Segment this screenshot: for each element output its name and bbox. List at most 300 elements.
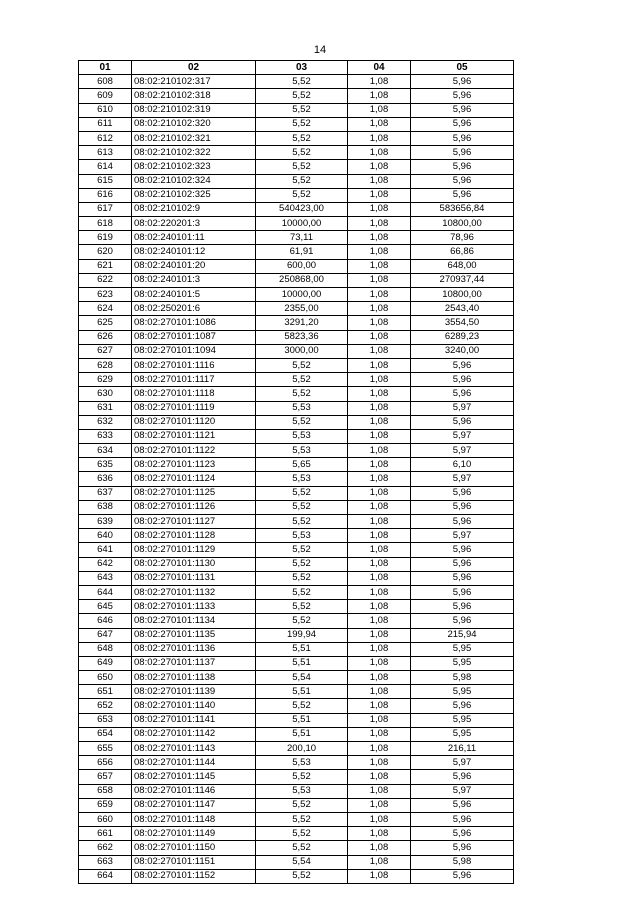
table-row bbox=[79, 855, 514, 869]
table-row bbox=[79, 444, 514, 458]
row-number-cell: 635 bbox=[79, 458, 132, 472]
value-03-cell: 5,53 bbox=[256, 429, 348, 443]
table-row bbox=[79, 415, 514, 429]
value-05-cell: 5,96 bbox=[411, 585, 514, 599]
cadastral-number-cell: 08:02:270101:1134 bbox=[132, 614, 256, 628]
value-03-cell: 5,52 bbox=[256, 415, 348, 429]
table-row bbox=[79, 699, 514, 713]
cadastral-number-cell: 08:02:270101:1123 bbox=[132, 458, 256, 472]
value-05-cell: 5,96 bbox=[411, 557, 514, 571]
value-05-cell: 5,95 bbox=[411, 685, 514, 699]
coefficient-cell: 1,08 bbox=[348, 344, 411, 358]
value-05-cell: 5,96 bbox=[411, 75, 514, 89]
cadastral-number-cell: 08:02:270101:1125 bbox=[132, 486, 256, 500]
cadastral-number-cell: 08:02:270101:1118 bbox=[132, 387, 256, 401]
cadastral-number-cell: 08:02:270101:1130 bbox=[132, 557, 256, 571]
value-05-cell: 5,96 bbox=[411, 146, 514, 160]
value-05-cell: 583656,84 bbox=[411, 202, 514, 216]
value-05-cell: 270937,44 bbox=[411, 273, 514, 287]
value-03-cell: 5,52 bbox=[256, 131, 348, 145]
cadastral-number-cell: 08:02:270101:1144 bbox=[132, 756, 256, 770]
value-03-cell: 5,52 bbox=[256, 614, 348, 628]
value-05-cell: 6289,23 bbox=[411, 330, 514, 344]
value-03-cell: 10000,00 bbox=[256, 288, 348, 302]
table-row bbox=[79, 174, 514, 188]
table-row bbox=[79, 869, 514, 883]
table-row bbox=[79, 600, 514, 614]
value-05-cell: 5,96 bbox=[411, 415, 514, 429]
value-05-cell: 10800,00 bbox=[411, 288, 514, 302]
row-number-cell: 632 bbox=[79, 415, 132, 429]
value-03-cell: 5,53 bbox=[256, 756, 348, 770]
coefficient-cell: 1,08 bbox=[348, 742, 411, 756]
value-03-cell: 5,52 bbox=[256, 798, 348, 812]
coefficient-cell: 1,08 bbox=[348, 160, 411, 174]
coefficient-cell: 1,08 bbox=[348, 827, 411, 841]
coefficient-cell: 1,08 bbox=[348, 557, 411, 571]
table-row bbox=[79, 529, 514, 543]
value-05-cell: 5,97 bbox=[411, 756, 514, 770]
coefficient-cell: 1,08 bbox=[348, 259, 411, 273]
coefficient-cell: 1,08 bbox=[348, 500, 411, 514]
value-03-cell: 540423,00 bbox=[256, 202, 348, 216]
value-05-cell: 5,97 bbox=[411, 529, 514, 543]
column-header-02: 02 bbox=[132, 61, 256, 75]
value-03-cell: 3000,00 bbox=[256, 344, 348, 358]
row-number-cell: 631 bbox=[79, 401, 132, 415]
value-05-cell: 5,96 bbox=[411, 358, 514, 372]
coefficient-cell: 1,08 bbox=[348, 373, 411, 387]
value-03-cell: 5,52 bbox=[256, 188, 348, 202]
table-row bbox=[79, 89, 514, 103]
value-05-cell: 5,96 bbox=[411, 841, 514, 855]
value-05-cell: 5,96 bbox=[411, 188, 514, 202]
coefficient-cell: 1,08 bbox=[348, 245, 411, 259]
cadastral-number-cell: 08:02:270101:1140 bbox=[132, 699, 256, 713]
row-number-cell: 645 bbox=[79, 600, 132, 614]
value-05-cell: 5,96 bbox=[411, 600, 514, 614]
value-03-cell: 250868,00 bbox=[256, 273, 348, 287]
row-number-cell: 636 bbox=[79, 472, 132, 486]
column-header-05: 05 bbox=[411, 61, 514, 75]
coefficient-cell: 1,08 bbox=[348, 146, 411, 160]
row-number-cell: 615 bbox=[79, 174, 132, 188]
row-number-cell: 627 bbox=[79, 344, 132, 358]
value-03-cell: 10000,00 bbox=[256, 217, 348, 231]
table-row bbox=[79, 188, 514, 202]
table-row bbox=[79, 330, 514, 344]
table-row bbox=[79, 756, 514, 770]
table-row bbox=[79, 458, 514, 472]
table-body bbox=[79, 75, 514, 884]
coefficient-cell: 1,08 bbox=[348, 671, 411, 685]
row-number-cell: 642 bbox=[79, 557, 132, 571]
value-03-cell: 5,52 bbox=[256, 500, 348, 514]
table-row bbox=[79, 628, 514, 642]
value-03-cell: 5,51 bbox=[256, 656, 348, 670]
value-05-cell: 5,96 bbox=[411, 827, 514, 841]
value-05-cell: 5,98 bbox=[411, 671, 514, 685]
table-row bbox=[79, 671, 514, 685]
value-03-cell: 5,53 bbox=[256, 401, 348, 415]
cadastral-number-cell: 08:02:270101:1127 bbox=[132, 515, 256, 529]
value-05-cell: 5,98 bbox=[411, 855, 514, 869]
value-03-cell: 5,52 bbox=[256, 486, 348, 500]
value-03-cell: 5,52 bbox=[256, 600, 348, 614]
value-05-cell: 5,96 bbox=[411, 387, 514, 401]
row-number-cell: 609 bbox=[79, 89, 132, 103]
coefficient-cell: 1,08 bbox=[348, 585, 411, 599]
value-03-cell: 5,52 bbox=[256, 89, 348, 103]
table-row bbox=[79, 373, 514, 387]
table-row bbox=[79, 685, 514, 699]
table-row bbox=[79, 160, 514, 174]
row-number-cell: 656 bbox=[79, 756, 132, 770]
value-03-cell: 5,54 bbox=[256, 671, 348, 685]
coefficient-cell: 1,08 bbox=[348, 444, 411, 458]
table-row bbox=[79, 202, 514, 216]
table-row bbox=[79, 571, 514, 585]
value-03-cell: 5,53 bbox=[256, 529, 348, 543]
table-row bbox=[79, 656, 514, 670]
cadastral-number-cell: 08:02:270101:1124 bbox=[132, 472, 256, 486]
table-row bbox=[79, 784, 514, 798]
row-number-cell: 658 bbox=[79, 784, 132, 798]
value-03-cell: 5,53 bbox=[256, 472, 348, 486]
value-03-cell: 5,52 bbox=[256, 75, 348, 89]
row-number-cell: 643 bbox=[79, 571, 132, 585]
value-03-cell: 5,51 bbox=[256, 642, 348, 656]
coefficient-cell: 1,08 bbox=[348, 103, 411, 117]
row-number-cell: 647 bbox=[79, 628, 132, 642]
value-03-cell: 5,52 bbox=[256, 358, 348, 372]
value-05-cell: 3554,50 bbox=[411, 316, 514, 330]
row-number-cell: 622 bbox=[79, 273, 132, 287]
coefficient-cell: 1,08 bbox=[348, 543, 411, 557]
coefficient-cell: 1,08 bbox=[348, 756, 411, 770]
coefficient-cell: 1,08 bbox=[348, 656, 411, 670]
table-row bbox=[79, 713, 514, 727]
row-number-cell: 655 bbox=[79, 742, 132, 756]
cadastral-number-cell: 08:02:270101:1120 bbox=[132, 415, 256, 429]
row-number-cell: 612 bbox=[79, 131, 132, 145]
table-row bbox=[79, 288, 514, 302]
table-row bbox=[79, 827, 514, 841]
table-row bbox=[79, 316, 514, 330]
coefficient-cell: 1,08 bbox=[348, 89, 411, 103]
value-05-cell: 5,96 bbox=[411, 770, 514, 784]
value-05-cell: 3240,00 bbox=[411, 344, 514, 358]
value-05-cell: 78,96 bbox=[411, 231, 514, 245]
cadastral-number-cell: 08:02:240101:12 bbox=[132, 245, 256, 259]
cadastral-number-cell: 08:02:270101:1138 bbox=[132, 671, 256, 685]
value-03-cell: 5,51 bbox=[256, 727, 348, 741]
cadastral-number-cell: 08:02:210102:319 bbox=[132, 103, 256, 117]
table-row bbox=[79, 344, 514, 358]
row-number-cell: 652 bbox=[79, 699, 132, 713]
table-row bbox=[79, 217, 514, 231]
row-number-cell: 613 bbox=[79, 146, 132, 160]
value-05-cell: 5,96 bbox=[411, 699, 514, 713]
table-row bbox=[79, 486, 514, 500]
table-row bbox=[79, 146, 514, 160]
cadastral-number-cell: 08:02:270101:1128 bbox=[132, 529, 256, 543]
coefficient-cell: 1,08 bbox=[348, 330, 411, 344]
row-number-cell: 644 bbox=[79, 585, 132, 599]
cadastral-number-cell: 08:02:270101:1151 bbox=[132, 855, 256, 869]
value-05-cell: 66,86 bbox=[411, 245, 514, 259]
row-number-cell: 662 bbox=[79, 841, 132, 855]
value-03-cell: 5823,36 bbox=[256, 330, 348, 344]
value-03-cell: 5,53 bbox=[256, 444, 348, 458]
cadastral-number-cell: 08:02:270101:1087 bbox=[132, 330, 256, 344]
row-number-cell: 633 bbox=[79, 429, 132, 443]
coefficient-cell: 1,08 bbox=[348, 869, 411, 883]
cadastral-number-cell: 08:02:210102:323 bbox=[132, 160, 256, 174]
cadastral-number-cell: 08:02:270101:1094 bbox=[132, 344, 256, 358]
table-row bbox=[79, 812, 514, 826]
table-row bbox=[79, 742, 514, 756]
value-03-cell: 5,54 bbox=[256, 855, 348, 869]
coefficient-cell: 1,08 bbox=[348, 472, 411, 486]
table-row bbox=[79, 245, 514, 259]
coefficient-cell: 1,08 bbox=[348, 358, 411, 372]
value-05-cell: 5,95 bbox=[411, 713, 514, 727]
value-03-cell: 5,51 bbox=[256, 685, 348, 699]
row-number-cell: 610 bbox=[79, 103, 132, 117]
value-05-cell: 5,96 bbox=[411, 486, 514, 500]
value-05-cell: 648,00 bbox=[411, 259, 514, 273]
table-row bbox=[79, 302, 514, 316]
value-03-cell: 5,52 bbox=[256, 515, 348, 529]
row-number-cell: 625 bbox=[79, 316, 132, 330]
coefficient-cell: 1,08 bbox=[348, 770, 411, 784]
row-number-cell: 639 bbox=[79, 515, 132, 529]
coefficient-cell: 1,08 bbox=[348, 387, 411, 401]
coefficient-cell: 1,08 bbox=[348, 841, 411, 855]
row-number-cell: 664 bbox=[79, 869, 132, 883]
value-03-cell: 5,52 bbox=[256, 827, 348, 841]
value-05-cell: 5,95 bbox=[411, 727, 514, 741]
value-05-cell: 5,97 bbox=[411, 429, 514, 443]
row-number-cell: 663 bbox=[79, 855, 132, 869]
value-05-cell: 5,96 bbox=[411, 131, 514, 145]
table-row bbox=[79, 259, 514, 273]
coefficient-cell: 1,08 bbox=[348, 429, 411, 443]
value-05-cell: 5,96 bbox=[411, 515, 514, 529]
row-number-cell: 623 bbox=[79, 288, 132, 302]
cadastral-number-cell: 08:02:270101:1131 bbox=[132, 571, 256, 585]
coefficient-cell: 1,08 bbox=[348, 642, 411, 656]
column-header-03: 03 bbox=[256, 61, 348, 75]
cadastral-number-cell: 08:02:270101:1132 bbox=[132, 585, 256, 599]
table-row bbox=[79, 131, 514, 145]
coefficient-cell: 1,08 bbox=[348, 131, 411, 145]
value-03-cell: 5,65 bbox=[256, 458, 348, 472]
cadastral-number-cell: 08:02:270101:1143 bbox=[132, 742, 256, 756]
row-number-cell: 616 bbox=[79, 188, 132, 202]
coefficient-cell: 1,08 bbox=[348, 529, 411, 543]
row-number-cell: 620 bbox=[79, 245, 132, 259]
value-05-cell: 5,96 bbox=[411, 812, 514, 826]
value-03-cell: 5,52 bbox=[256, 557, 348, 571]
value-03-cell: 5,52 bbox=[256, 146, 348, 160]
row-number-cell: 650 bbox=[79, 671, 132, 685]
coefficient-cell: 1,08 bbox=[348, 458, 411, 472]
table-row bbox=[79, 798, 514, 812]
coefficient-cell: 1,08 bbox=[348, 202, 411, 216]
coefficient-cell: 1,08 bbox=[348, 571, 411, 585]
value-03-cell: 5,52 bbox=[256, 869, 348, 883]
coefficient-cell: 1,08 bbox=[348, 855, 411, 869]
coefficient-cell: 1,08 bbox=[348, 727, 411, 741]
cadastral-number-cell: 08:02:270101:1119 bbox=[132, 401, 256, 415]
table-row bbox=[79, 515, 514, 529]
table-row bbox=[79, 358, 514, 372]
value-05-cell: 10800,00 bbox=[411, 217, 514, 231]
cadastral-number-cell: 08:02:210102:322 bbox=[132, 146, 256, 160]
value-05-cell: 5,96 bbox=[411, 614, 514, 628]
table-row bbox=[79, 770, 514, 784]
cadastral-number-cell: 08:02:210102:9 bbox=[132, 202, 256, 216]
row-number-cell: 649 bbox=[79, 656, 132, 670]
value-05-cell: 5,96 bbox=[411, 160, 514, 174]
value-03-cell: 5,51 bbox=[256, 713, 348, 727]
table-row bbox=[79, 500, 514, 514]
coefficient-cell: 1,08 bbox=[348, 784, 411, 798]
row-number-cell: 651 bbox=[79, 685, 132, 699]
table-row bbox=[79, 75, 514, 89]
row-number-cell: 629 bbox=[79, 373, 132, 387]
value-05-cell: 5,96 bbox=[411, 798, 514, 812]
value-03-cell: 200,10 bbox=[256, 742, 348, 756]
cadastral-number-cell: 08:02:270101:1145 bbox=[132, 770, 256, 784]
cadastral-number-cell: 08:02:210102:318 bbox=[132, 89, 256, 103]
table-row bbox=[79, 231, 514, 245]
cadastral-number-cell: 08:02:270101:1139 bbox=[132, 685, 256, 699]
value-03-cell: 3291,20 bbox=[256, 316, 348, 330]
coefficient-cell: 1,08 bbox=[348, 685, 411, 699]
value-03-cell: 5,52 bbox=[256, 160, 348, 174]
cadastral-number-cell: 08:02:210102:324 bbox=[132, 174, 256, 188]
coefficient-cell: 1,08 bbox=[348, 273, 411, 287]
value-03-cell: 5,52 bbox=[256, 543, 348, 557]
row-number-cell: 630 bbox=[79, 387, 132, 401]
table-row bbox=[79, 117, 514, 131]
value-03-cell: 199,94 bbox=[256, 628, 348, 642]
value-05-cell: 5,96 bbox=[411, 543, 514, 557]
row-number-cell: 646 bbox=[79, 614, 132, 628]
coefficient-cell: 1,08 bbox=[348, 600, 411, 614]
value-03-cell: 5,52 bbox=[256, 585, 348, 599]
coefficient-cell: 1,08 bbox=[348, 288, 411, 302]
coefficient-cell: 1,08 bbox=[348, 486, 411, 500]
row-number-cell: 657 bbox=[79, 770, 132, 784]
cadastral-number-cell: 08:02:220201:3 bbox=[132, 217, 256, 231]
row-number-cell: 624 bbox=[79, 302, 132, 316]
data-table bbox=[78, 60, 514, 884]
row-number-cell: 659 bbox=[79, 798, 132, 812]
cadastral-number-cell: 08:02:210102:321 bbox=[132, 131, 256, 145]
cadastral-number-cell: 08:02:270101:1122 bbox=[132, 444, 256, 458]
cadastral-number-cell: 08:02:270101:1146 bbox=[132, 784, 256, 798]
table-row bbox=[79, 401, 514, 415]
value-05-cell: 5,97 bbox=[411, 444, 514, 458]
value-03-cell: 5,52 bbox=[256, 373, 348, 387]
table-row bbox=[79, 642, 514, 656]
coefficient-cell: 1,08 bbox=[348, 798, 411, 812]
row-number-cell: 614 bbox=[79, 160, 132, 174]
cadastral-number-cell: 08:02:270101:1116 bbox=[132, 358, 256, 372]
cadastral-number-cell: 08:02:270101:1149 bbox=[132, 827, 256, 841]
value-05-cell: 5,96 bbox=[411, 869, 514, 883]
column-header-04: 04 bbox=[348, 61, 411, 75]
coefficient-cell: 1,08 bbox=[348, 174, 411, 188]
value-03-cell: 5,52 bbox=[256, 387, 348, 401]
value-05-cell: 5,97 bbox=[411, 472, 514, 486]
row-number-cell: 640 bbox=[79, 529, 132, 543]
cadastral-number-cell: 08:02:270101:1147 bbox=[132, 798, 256, 812]
coefficient-cell: 1,08 bbox=[348, 188, 411, 202]
cadastral-number-cell: 08:02:210102:317 bbox=[132, 75, 256, 89]
row-number-cell: 608 bbox=[79, 75, 132, 89]
row-number-cell: 626 bbox=[79, 330, 132, 344]
cadastral-number-cell: 08:02:270101:1136 bbox=[132, 642, 256, 656]
value-05-cell: 5,96 bbox=[411, 500, 514, 514]
coefficient-cell: 1,08 bbox=[348, 316, 411, 330]
value-03-cell: 5,52 bbox=[256, 117, 348, 131]
cadastral-number-cell: 08:02:270101:1086 bbox=[132, 316, 256, 330]
row-number-cell: 634 bbox=[79, 444, 132, 458]
table-row bbox=[79, 273, 514, 287]
table-row bbox=[79, 841, 514, 855]
cadastral-number-cell: 08:02:270101:1129 bbox=[132, 543, 256, 557]
table-row bbox=[79, 387, 514, 401]
column-header-01: 01 bbox=[79, 61, 132, 75]
coefficient-cell: 1,08 bbox=[348, 614, 411, 628]
value-05-cell: 5,97 bbox=[411, 401, 514, 415]
coefficient-cell: 1,08 bbox=[348, 117, 411, 131]
cadastral-number-cell: 08:02:270101:1135 bbox=[132, 628, 256, 642]
table-row bbox=[79, 557, 514, 571]
coefficient-cell: 1,08 bbox=[348, 231, 411, 245]
cadastral-number-cell: 08:02:270101:1126 bbox=[132, 500, 256, 514]
coefficient-cell: 1,08 bbox=[348, 628, 411, 642]
cadastral-number-cell: 08:02:240101:20 bbox=[132, 259, 256, 273]
value-05-cell: 216,11 bbox=[411, 742, 514, 756]
cadastral-number-cell: 08:02:270101:1150 bbox=[132, 841, 256, 855]
table-row bbox=[79, 103, 514, 117]
row-number-cell: 619 bbox=[79, 231, 132, 245]
coefficient-cell: 1,08 bbox=[348, 415, 411, 429]
value-03-cell: 5,52 bbox=[256, 812, 348, 826]
cadastral-number-cell: 08:02:270101:1142 bbox=[132, 727, 256, 741]
value-03-cell: 2355,00 bbox=[256, 302, 348, 316]
coefficient-cell: 1,08 bbox=[348, 401, 411, 415]
value-05-cell: 2543,40 bbox=[411, 302, 514, 316]
row-number-cell: 654 bbox=[79, 727, 132, 741]
row-number-cell: 637 bbox=[79, 486, 132, 500]
value-03-cell: 600,00 bbox=[256, 259, 348, 273]
cadastral-number-cell: 08:02:270101:1117 bbox=[132, 373, 256, 387]
value-03-cell: 73,11 bbox=[256, 231, 348, 245]
row-number-cell: 648 bbox=[79, 642, 132, 656]
row-number-cell: 611 bbox=[79, 117, 132, 131]
table-row bbox=[79, 614, 514, 628]
cadastral-number-cell: 08:02:240101:11 bbox=[132, 231, 256, 245]
coefficient-cell: 1,08 bbox=[348, 515, 411, 529]
table-header-row bbox=[79, 61, 514, 75]
